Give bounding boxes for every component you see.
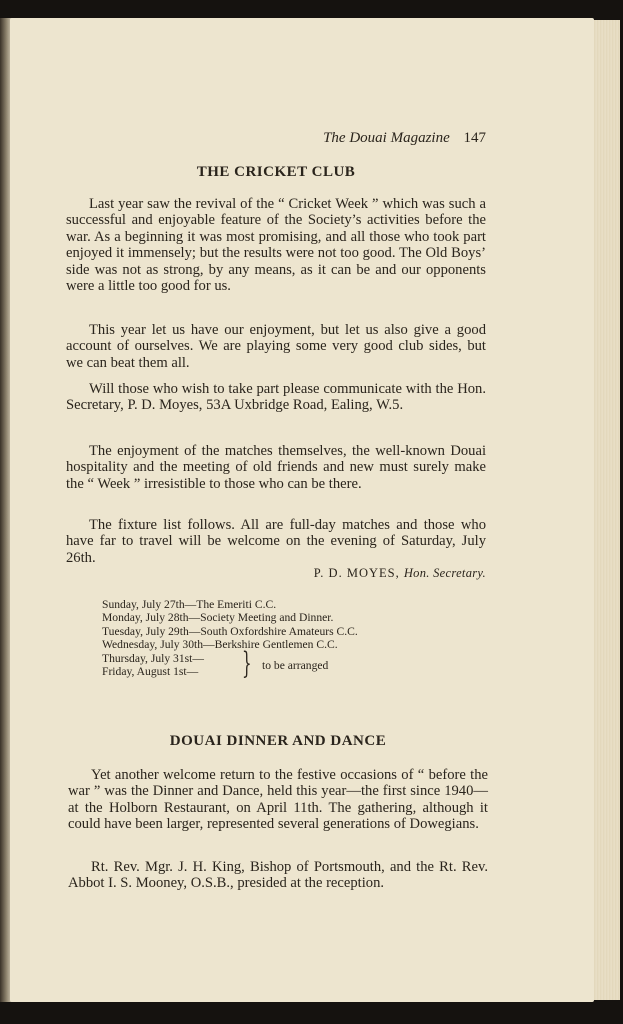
cricket-paragraph: Will those who wish to take part please communicate with the Hon. Secretary, P. D. Moyes, 53A Uxbridge Road, Ealing, W.5. — [66, 381, 486, 414]
cricket-club-heading: THE CRICKET CLUB — [196, 164, 356, 180]
cricket-paragraph: The fixture list follows. All are full-day matches and those who have far to travel will be welcome on the evening of Saturday, July 26th. — [66, 517, 486, 566]
fixture-item: Friday, August 1st— — [102, 665, 199, 679]
cricket-paragraph: This year let us have our enjoyment, but let us also give a good account of ourselves. We are playing some very good club sides, but we can beat them all. — [66, 322, 486, 371]
magazine-title: The Douai Magazine — [323, 130, 450, 146]
page-fore-edge — [594, 20, 620, 1000]
dinner-paragraph: Rt. Rev. Mgr. J. H. King, Bishop of Portsmouth, and the Rt. Rev. Abbot I. S. Mooney, O.S.B., presided at the reception. — [68, 859, 488, 892]
fixture-item: Monday, July 28th—Society Meeting and Dinner. — [102, 611, 334, 625]
fixture-item: Sunday, July 27th—The Emeriti C.C. — [102, 598, 277, 611]
cricket-paragraph: Last year saw the revival of the “ Cricket Week ” which was such a successful and enjoyable feature of the Society’s activities before the war. As a beginning it was most promising, and all those who took part enjoyed it immensely; but the results were not too good. The Old Boys’ side was not as strong, by any means, as it can be and our opponents were a little too good for us. — [66, 196, 486, 295]
signature-role: Hon. Secretary. — [403, 566, 486, 580]
fixture-item: Thursday, July 31st— — [102, 651, 204, 665]
tba-note: to be arranged — [262, 658, 329, 672]
fixture-list — [102, 598, 358, 680]
running-header — [323, 130, 486, 147]
dinner-dance-heading: DOUAI DINNER AND DANCE — [169, 733, 387, 749]
cricket-paragraph: The enjoyment of the matches themselves, the well-known Douai hospitality and the meeting of old friends and new must surely make the “ Week ” irresistible to those who can be there. — [66, 443, 486, 492]
dinner-paragraph: Yet another welcome return to the festive occasions of “ before the war ” was the Dinner and Dance, held this year—the first since 1940—at the Holborn Restaurant, on April 11th. The gathering, although it could have been larger, represented several generations of Dowegians. — [68, 767, 488, 833]
fixture-item: Wednesday, July 30th—Berkshire Gentlemen C.C. — [102, 638, 338, 652]
page-number: 147 — [463, 130, 486, 146]
signature-name: P. D. MOYES, — [313, 566, 400, 580]
fixture-item: Tuesday, July 29th—South Oxfordshire Amateurs C.C. — [102, 624, 358, 638]
brace-glyph: } — [242, 645, 252, 681]
signature — [314, 566, 486, 581]
